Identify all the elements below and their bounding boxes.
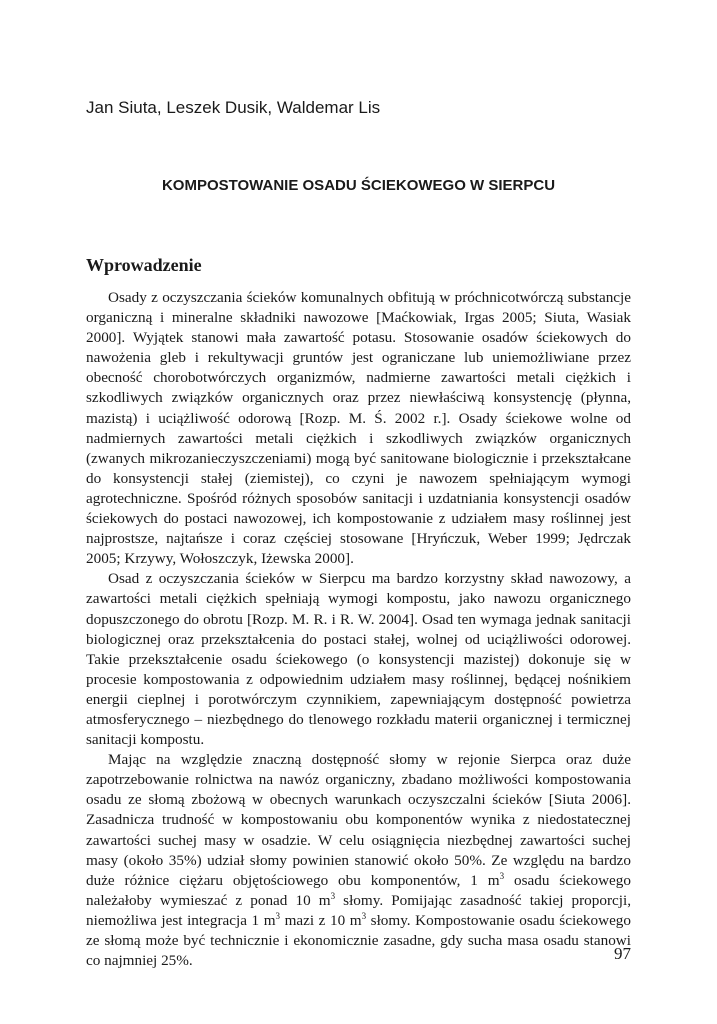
paragraph-2: Osad z oczyszczania ścieków w Sierpcu ma bardzo korzystny skład nawozowy, a zawartości metali ciężkich spełniają wymogi kompostu, jako nawozu organicznego dopuszczonego do obrotu [Rozp. M. R. i R. W. 2004]. Osad ten wymaga jednak sanitacji biologicznej oraz przekształcenia do postaci stałej, wolnej od uciążliwości odorowej. Takie przekształcenie osadu ściekowego (o konsystencji mazistej) dokonuje się w procesie kompostowania z odpowiednim udziałem masy roślinnej, będącej nośnikiem energii cieplnej i porotwórczym czynnikiem, zapewniającym dostępność powietrza atmosferycznego – niezbędnego do tlenowego rozkładu materii organicznej i termicznej sanitacji kompostu. [86, 570, 631, 749]
paragraph-3-text-1: Mając na względzie znaczną dostępność słomy w rejonie Sierpca oraz duże zapotrzebowanie rolnictwa na nawóz organiczny, zbadano możliwości kompostowania osadu ze słomą zbożową w obecnych warunkach oczyszczalni ścieków [Siuta 2006]. Zasadnicza trudność w kompostowaniu obu komponentów wynika z niedostatecznej zawartości suchej masy w osadzie. W celu osiągnięcia niezbędnej zawartości suchej masy (około 35%) udział słomy powinien stanowić około 50%. Ze względu na bardzo duże różnice ciężaru objętościowego obu komponentów, 1 m [86, 751, 631, 889]
paragraph-3-text-2: osadu ściekowego należałoby wymieszać z ponad 10 m [86, 871, 631, 909]
page-number: 97 [614, 944, 631, 963]
article-title: KOMPOSTOWANIE OSADU ŚCIEKOWEGO W SIERPCU [161, 177, 556, 194]
paragraph-3-text-3: słomy. Pomijając zasadność takiej proporcji, niemożliwa jest integracja 1 m [86, 891, 631, 929]
superscript-cubic: 3 [275, 910, 281, 921]
article-body [86, 288, 631, 971]
superscript-cubic: 3 [330, 890, 336, 901]
authors: Jan Siuta, Leszek Dusik, Waldemar Lis [86, 98, 381, 117]
paragraph-3-text-5: słomy. Kompostowanie osadu ściekowego ze słomą może być technicznie i ekonomicznie zasadne, gdy sucha masa osadu stanowi co najmniej 25%. [86, 911, 631, 970]
paragraph-3-text-4: mazi z 10 m [280, 911, 362, 929]
superscript-cubic: 3 [499, 870, 505, 881]
paragraph-3 [86, 750, 631, 971]
paragraph-1: Osady z oczyszczania ścieków komunalnych obfitują w próchnicotwórczą substancje organiczną i mineralne składniki nawozowe [Maćkowiak, Irgas 2005; Siuta, Wasiak 2000]. Wyjątek stanowi mała zawartość potasu. Stosowanie osadów ściekowych do nawożenia gleb i rekultywacji gruntów jest ograniczane lub uniemożliwiane przez obecność chorobotwórczych organizmów, nadmierne zawartości metali ciężkich i szkodliwych związków organicznych oraz przez niewłaściwą konsystencję (płynna, mazistą) i uciążliwość odorową [Rozp. M. Ś. 2002 r.]. Osady ściekowe wolne od nadmiernych zawartości metali ciężkich i szkodliwych związków organicznych (zwanych mikrozanieczyszczeniami) mogą być sanitowane biologicznie i przekształcane do konsystencji stałej (ziemistej), co czyni je nawozem spełniającym wymogi agrotechniczne. Spośród różnych sposobów sanitacji i uzdatniania konsystencji osadów ściekowych do postaci nawozowej, ich kompostowanie z udziałem masy roślinnej jest najprostsze, najtańsze i coraz częściej stosowane [Hryńczuk, Weber 1999; Jędrczak 2005; Krzywy, Wołoszczyk, Iżewska 2000]. [86, 289, 631, 568]
superscript-cubic: 3 [361, 910, 367, 921]
section-heading: Wprowadzenie [86, 255, 202, 275]
